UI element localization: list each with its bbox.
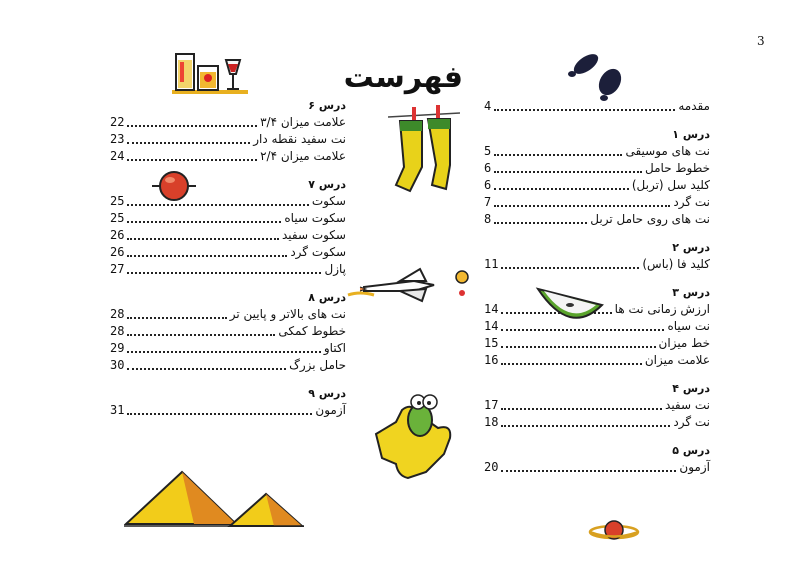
dot-leader xyxy=(501,267,639,269)
toc-entry xyxy=(110,114,346,131)
toc-entry xyxy=(110,210,346,227)
dot-leader xyxy=(494,154,622,156)
toc-section xyxy=(110,98,346,165)
dot-leader xyxy=(127,204,308,206)
toc-entry xyxy=(484,352,710,369)
toc-entry xyxy=(484,459,710,476)
toc-entry-label: خط میزان xyxy=(658,336,710,350)
toc-entry-page: 6 xyxy=(484,161,492,175)
dot-leader xyxy=(127,159,257,161)
toc-entry-page: 4 xyxy=(484,99,492,113)
toc-entry xyxy=(484,335,710,352)
toc-entry-label: حامل بزرگ xyxy=(289,358,346,372)
lesson-title: درس ۲ xyxy=(672,241,710,254)
dot-leader xyxy=(127,255,287,257)
toc-entry xyxy=(110,227,346,244)
toc-entry-page: 27 xyxy=(110,262,125,276)
toc-section xyxy=(110,177,346,278)
toc-section xyxy=(484,381,710,431)
toc-entry-page: 11 xyxy=(484,257,499,271)
toc-entry-label: خطوط حامل xyxy=(645,161,710,175)
toc-entry-page: 26 xyxy=(110,245,125,259)
toc-entry-label: سکوت سیاه xyxy=(284,211,346,225)
toc-entry xyxy=(110,193,346,210)
toc-entry xyxy=(110,340,346,357)
lesson-title: درس ۴ xyxy=(672,382,710,395)
toc-entry-page: 14 xyxy=(484,302,499,316)
toc-entry-label: آزمون xyxy=(679,460,710,474)
toc-entry xyxy=(110,357,346,374)
space-shuttle-icon xyxy=(340,265,475,305)
toc-entry-label: پازل xyxy=(324,262,346,276)
toc-entry xyxy=(110,261,346,278)
toc-entry-label: نت گرد xyxy=(673,195,710,209)
toc-entry-page: 8 xyxy=(484,212,492,226)
toc-entry xyxy=(110,306,346,323)
toc-entry-page: 24 xyxy=(110,149,125,163)
footprints-icon xyxy=(566,50,630,102)
toc-entry-page: 23 xyxy=(110,132,125,146)
pyramids-icon xyxy=(124,468,304,530)
puzzle-piece-icon xyxy=(368,392,460,486)
toc-entry xyxy=(484,160,710,177)
socks-icon xyxy=(388,105,460,200)
dot-leader xyxy=(127,221,281,223)
toc-entry xyxy=(110,148,346,165)
toc-entry-page: 30 xyxy=(110,358,125,372)
dot-leader xyxy=(127,334,275,336)
toc-entry-page: 28 xyxy=(110,307,125,321)
dot-leader xyxy=(501,363,641,365)
toc-entry xyxy=(110,323,346,340)
dot-leader xyxy=(127,368,286,370)
dot-leader xyxy=(494,205,670,207)
ball-icon xyxy=(150,168,198,204)
toc-entry-page: 20 xyxy=(484,460,499,474)
glasses-icon xyxy=(170,50,250,98)
dot-leader xyxy=(127,317,226,319)
toc-entry-page: 31 xyxy=(110,403,125,417)
dot-leader xyxy=(127,272,321,274)
dot-leader xyxy=(501,408,662,410)
toc-entry-page: 18 xyxy=(484,415,499,429)
toc-entry-page: 6 xyxy=(484,178,492,192)
dot-leader xyxy=(501,470,676,472)
dot-leader xyxy=(127,125,257,127)
toc-entry xyxy=(484,211,710,228)
toc-entry-page: 25 xyxy=(110,194,125,208)
dot-leader xyxy=(494,188,629,190)
toc-section xyxy=(110,290,346,374)
toc-entry-label: سکوت گرد xyxy=(290,245,346,259)
toc-entry xyxy=(484,414,710,431)
toc-entry-label: نت های بالاتر و پایین تر xyxy=(229,307,346,321)
page-number: 3 xyxy=(757,34,765,48)
toc-entry-page: 29 xyxy=(110,341,125,355)
toc-entry xyxy=(484,143,710,160)
toc-section xyxy=(484,240,710,273)
toc-entry xyxy=(110,244,346,261)
toc-entry-label: نت سفید xyxy=(665,398,710,412)
toc-entry-label: کلید فا (باس) xyxy=(642,257,710,271)
toc-entry-page: 5 xyxy=(484,144,492,158)
toc-entry-label: نت گرد xyxy=(673,415,710,429)
toc-entry-page: 16 xyxy=(484,353,499,367)
dot-leader xyxy=(494,109,675,111)
lesson-title: درس ۶ xyxy=(308,99,346,112)
toc-entry-page: 17 xyxy=(484,398,499,412)
toc-entry-label: خطوط کمکی xyxy=(278,324,346,338)
lesson-title: درس ۳ xyxy=(672,286,710,299)
toc-entry-page: 22 xyxy=(110,115,125,129)
toc-entry-page: 28 xyxy=(110,324,125,338)
toc-entry xyxy=(484,256,710,273)
toc-section xyxy=(484,127,710,228)
dot-leader xyxy=(494,222,587,224)
lesson-title: درس ۵ xyxy=(672,444,710,457)
lesson-title: درس ۷ xyxy=(308,178,346,191)
dot-leader xyxy=(127,413,312,415)
dot-leader xyxy=(127,142,250,144)
toc-entry-label: نت سفید نقطه دار xyxy=(253,132,346,146)
toc-entry-label: نت های موسیقی xyxy=(625,144,710,158)
lesson-title: درس ۹ xyxy=(308,387,346,400)
toc-entry-label: ارزش زمانی نت ها xyxy=(614,302,710,316)
toc-entry-page: 25 xyxy=(110,211,125,225)
toc-entry-label: اکتاو xyxy=(323,341,346,355)
toc-entry xyxy=(110,131,346,148)
dot-leader xyxy=(501,425,670,427)
dot-leader xyxy=(127,351,320,353)
toc-entry-label: نت سیاه xyxy=(667,319,710,333)
toc-entry xyxy=(484,397,710,414)
toc-entry-label: سکوت xyxy=(311,194,346,208)
lesson-title: درس ۱ xyxy=(672,128,710,141)
melon-slice-icon xyxy=(534,283,606,327)
page-title: فهرست xyxy=(343,60,463,95)
toc-entry-label: سکوت سفید xyxy=(281,228,346,242)
toc-entry-label: آزمون xyxy=(315,403,346,417)
dot-leader xyxy=(127,238,279,240)
toc-entry-label: علامت میزان ۳/۴ xyxy=(260,115,346,129)
lesson-title: درس ۸ xyxy=(308,291,346,304)
toc-section xyxy=(110,386,346,419)
toc-entry xyxy=(484,194,710,211)
toc-entry-page: 14 xyxy=(484,319,499,333)
toc-entry-label: نت های روی حامل تربل xyxy=(590,212,710,226)
dot-leader xyxy=(501,329,664,331)
toc-entry-page: 26 xyxy=(110,228,125,242)
toc-entry xyxy=(484,177,710,194)
toc-section xyxy=(484,443,710,476)
planet-icon xyxy=(588,517,640,545)
toc-entry-label: علامت میزان xyxy=(644,353,710,367)
toc-entry-page: 7 xyxy=(484,195,492,209)
toc-entry-page: 15 xyxy=(484,336,499,350)
toc-entry-label: علامت میزان ۲/۴ xyxy=(260,149,346,163)
toc-entry xyxy=(110,402,346,419)
toc-left-column xyxy=(110,98,346,431)
dot-leader xyxy=(501,346,655,348)
dot-leader xyxy=(494,171,642,173)
toc-entry-label: کلید سل (تربل) xyxy=(631,178,710,192)
toc-entry-label: مقدمه xyxy=(678,99,710,113)
